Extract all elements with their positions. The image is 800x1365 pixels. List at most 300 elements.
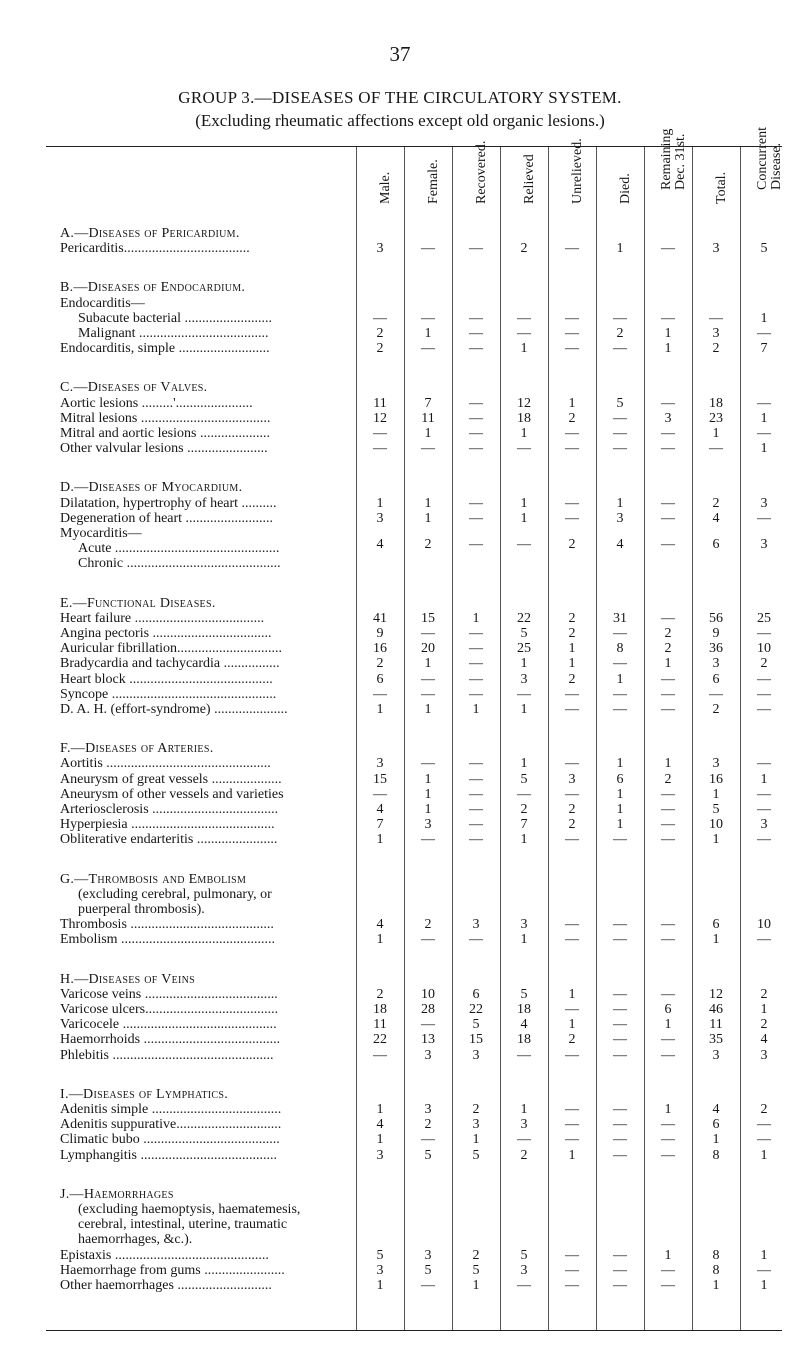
table-cell: 1 xyxy=(568,1017,576,1033)
table-cell: — xyxy=(421,626,435,641)
table-cell: — xyxy=(613,1147,627,1163)
table-cell: 1 xyxy=(568,395,576,411)
table-cell: — xyxy=(613,1102,627,1117)
row-label: haemorrhages, &c.). xyxy=(78,1232,193,1248)
table-cell: 1 xyxy=(376,1132,384,1148)
table-cell: — xyxy=(661,671,675,687)
table-cell: 3 xyxy=(424,1047,432,1063)
table-cell: 1 xyxy=(424,771,432,787)
page-subtitle: (Excluding rheumatic affections except old organic lesions.) xyxy=(195,111,605,130)
table-cell: — xyxy=(661,817,675,833)
table-cell: — xyxy=(469,932,483,948)
table-cell: 15 xyxy=(469,1032,483,1048)
table-cell: 4 xyxy=(376,917,384,933)
row-label: A.—Diseases of Pericardium. xyxy=(60,226,240,241)
row-label: Chronic ............................................ xyxy=(78,556,281,572)
table-cell: 2 xyxy=(568,626,576,641)
table-cell: — xyxy=(565,426,579,441)
table-cell: — xyxy=(565,1117,579,1133)
table-cell: 25 xyxy=(757,610,771,626)
table-cell: 3 xyxy=(376,510,384,526)
table-row xyxy=(0,932,800,950)
table-cell: 2 xyxy=(376,986,384,1002)
table-cell: 20 xyxy=(421,641,435,657)
column-header xyxy=(368,150,404,218)
table-cell: — xyxy=(757,832,771,848)
column-header xyxy=(464,140,500,218)
table-cell: 1 xyxy=(520,510,528,526)
table-cell: — xyxy=(757,802,771,817)
table-cell: 2 xyxy=(376,326,384,341)
table-cell: — xyxy=(421,241,435,257)
table-cell: 10 xyxy=(757,917,771,933)
table-cell: — xyxy=(613,1117,627,1133)
table-cell: 2 xyxy=(376,656,384,672)
table-cell: 2 xyxy=(568,671,576,687)
table-cell: 1 xyxy=(376,1278,384,1293)
table-cell: — xyxy=(421,832,435,848)
table-cell: — xyxy=(469,786,483,802)
table-cell: 8 xyxy=(712,1247,720,1263)
table-cell: 1 xyxy=(520,426,528,441)
table-cell: 2 xyxy=(760,1017,768,1033)
table-cell: 22 xyxy=(469,1002,483,1017)
row-label: Phlebitis .............................................. xyxy=(60,1047,274,1063)
table-cell: 1 xyxy=(616,241,624,257)
table-cell: 3 xyxy=(424,817,432,833)
table-cell: 3 xyxy=(520,671,528,687)
table-cell: — xyxy=(373,441,387,457)
table-cell: 3 xyxy=(424,1247,432,1263)
column-header-label: Male. xyxy=(378,171,393,204)
table-cell: 1 xyxy=(520,656,528,672)
table-cell: 5 xyxy=(520,986,528,1002)
table-cell: — xyxy=(661,310,675,326)
table-cell: — xyxy=(469,326,483,341)
page-number: 37 xyxy=(389,42,411,66)
row-label: D.—Diseases of Myocardium. xyxy=(60,480,243,496)
table-cell: 3 xyxy=(760,537,768,553)
table-cell: — xyxy=(661,1278,675,1293)
table-cell: 28 xyxy=(421,1002,435,1017)
table-cell: 15 xyxy=(373,771,387,787)
table-cell: 11 xyxy=(373,1017,387,1033)
table-cell: — xyxy=(661,510,675,526)
table-cell: — xyxy=(613,1262,627,1278)
table-cell: — xyxy=(757,395,771,411)
table-cell: — xyxy=(757,756,771,772)
row-label: Adenitis simple ..................................... xyxy=(60,1102,282,1117)
table-cell: 3 xyxy=(760,495,768,511)
table-cell: 22 xyxy=(517,610,531,626)
row-label: Adenitis suppurative.............................. xyxy=(60,1117,282,1133)
table-cell: 18 xyxy=(517,1002,531,1017)
table-cell: 2 xyxy=(472,1102,480,1117)
table-cell: — xyxy=(661,610,675,626)
table-cell: — xyxy=(757,932,771,948)
table-cell: 1 xyxy=(616,802,624,817)
table-cell: — xyxy=(661,441,675,457)
table-cell: 22 xyxy=(373,1032,387,1048)
table-cell: — xyxy=(469,241,483,257)
column-header-label: Concurrent Disease. xyxy=(755,127,784,190)
table-cell: — xyxy=(661,426,675,441)
table-cell: 1 xyxy=(616,786,624,802)
table-row xyxy=(0,1048,800,1066)
column-header-label: Unrelieved. xyxy=(570,138,585,204)
table-cell: 6 xyxy=(712,1117,720,1133)
row-label: Varicose veins ...................................... xyxy=(60,986,278,1002)
table-cell: 2 xyxy=(520,1147,528,1163)
table-cell: — xyxy=(469,426,483,441)
table-cell: — xyxy=(469,832,483,848)
table-cell: 3 xyxy=(472,917,480,933)
table-cell: 15 xyxy=(421,610,435,626)
table-cell: 1 xyxy=(664,1102,672,1117)
table-cell: — xyxy=(565,1002,579,1017)
table-cell: — xyxy=(565,832,579,848)
table-cell: — xyxy=(661,537,675,553)
table-cell: — xyxy=(565,510,579,526)
table-cell: 5 xyxy=(472,1262,480,1278)
row-label: Myocarditis— xyxy=(60,526,142,541)
row-label: Thrombosis ......................................... xyxy=(60,917,274,933)
table-cell: — xyxy=(613,1132,627,1148)
table-cell: — xyxy=(757,326,771,341)
column-header xyxy=(416,150,452,218)
table-cell: — xyxy=(613,986,627,1002)
table-cell: 5 xyxy=(472,1017,480,1033)
table-cell: 4 xyxy=(376,802,384,817)
row-label: Pericarditis.................................... xyxy=(60,241,250,257)
table-cell: 1 xyxy=(760,441,768,457)
table-cell: 11 xyxy=(709,1017,723,1033)
row-label: D. A. H. (effort-syndrome) ..................... xyxy=(60,702,288,717)
table-cell: 36 xyxy=(709,641,723,657)
table-cell: 3 xyxy=(712,756,720,772)
table-cell: 2 xyxy=(424,1117,432,1133)
table-cell: 9 xyxy=(376,626,384,641)
table-cell: — xyxy=(517,326,531,341)
table-cell: 6 xyxy=(712,917,720,933)
table-cell: 1 xyxy=(520,341,528,357)
column-header-label: Relieved xyxy=(522,154,537,204)
table-cell: — xyxy=(421,341,435,357)
table-cell: 6 xyxy=(472,986,480,1002)
table-bottom-rule xyxy=(46,1330,782,1331)
table-cell: — xyxy=(613,410,627,426)
table-cell: 56 xyxy=(709,610,723,626)
table-cell: 1 xyxy=(760,1147,768,1163)
table-cell: — xyxy=(469,410,483,426)
row-label: Epistaxis ............................................ xyxy=(60,1247,269,1263)
table-cell: 3 xyxy=(520,1262,528,1278)
row-label: Endocarditis, simple .......................... xyxy=(60,341,270,357)
table-cell: 6 xyxy=(664,1002,672,1017)
table-cell: 8 xyxy=(616,641,624,657)
table-cell: 1 xyxy=(664,1247,672,1263)
table-cell: 1 xyxy=(424,510,432,526)
table-cell: — xyxy=(469,395,483,411)
table-row xyxy=(0,702,800,720)
table-cell: 4 xyxy=(520,1017,528,1033)
table-cell: 1 xyxy=(616,495,624,511)
table-cell: 1 xyxy=(760,771,768,787)
table-cell: — xyxy=(469,641,483,657)
row-label: Haemorrhage from gums ....................... xyxy=(60,1262,285,1278)
table-cell: 12 xyxy=(373,410,387,426)
table-cell: — xyxy=(517,1132,531,1148)
table-cell: — xyxy=(661,495,675,511)
table-cell: — xyxy=(373,786,387,802)
table-cell: — xyxy=(661,986,675,1002)
table-cell: 7 xyxy=(760,341,768,357)
table-cell: 5 xyxy=(760,241,768,257)
table-cell: 23 xyxy=(709,410,723,426)
table-cell: 1 xyxy=(760,410,768,426)
table-cell: 2 xyxy=(664,626,672,641)
table-cell: — xyxy=(517,686,531,702)
table-cell: — xyxy=(469,310,483,326)
table-cell: — xyxy=(661,932,675,948)
table-cell: 4 xyxy=(376,1117,384,1133)
row-label: Acute ............................................... xyxy=(78,541,280,557)
table-row xyxy=(0,832,800,850)
table-cell: 2 xyxy=(664,771,672,787)
table-cell: 3 xyxy=(472,1047,480,1063)
row-label: B.—Diseases of Endocardium. xyxy=(60,280,246,296)
row-label: Heart block ......................................... xyxy=(60,671,273,687)
table-cell: 5 xyxy=(424,1262,432,1278)
table-cell: 3 xyxy=(472,1117,480,1133)
table-cell: 8 xyxy=(712,1262,720,1278)
row-label: puerperal thrombosis). xyxy=(78,902,205,917)
table-cell: — xyxy=(469,510,483,526)
row-label: (excluding cerebral, pulmonary, or xyxy=(78,886,272,902)
table-cell: — xyxy=(613,441,627,457)
table-cell: 1 xyxy=(568,1147,576,1163)
table-cell: — xyxy=(661,802,675,817)
table-cell: 3 xyxy=(376,1147,384,1163)
table-cell: — xyxy=(613,426,627,441)
table-cell: 1 xyxy=(472,702,480,717)
table-cell: — xyxy=(613,917,627,933)
table-cell: 4 xyxy=(712,510,720,526)
table-cell: 1 xyxy=(520,495,528,511)
table-cell: 16 xyxy=(709,771,723,787)
table-cell: — xyxy=(661,1032,675,1048)
table-cell: 5 xyxy=(520,626,528,641)
row-label: Mitral and aortic lesions .................... xyxy=(60,426,270,441)
table-cell: 6 xyxy=(712,671,720,687)
column-header-label: Died. xyxy=(618,173,633,204)
table-cell: — xyxy=(565,495,579,511)
table-cell: 18 xyxy=(517,410,531,426)
table-cell: 2 xyxy=(568,610,576,626)
table-cell: 2 xyxy=(520,802,528,817)
table-cell: — xyxy=(565,686,579,702)
table-cell: — xyxy=(469,341,483,357)
table-cell: 1 xyxy=(424,426,432,441)
table-cell: 1 xyxy=(376,702,384,717)
table-row xyxy=(0,441,800,459)
table-cell: 2 xyxy=(376,341,384,357)
table-cell: — xyxy=(469,441,483,457)
table-cell: 3 xyxy=(520,917,528,933)
table-cell: 5 xyxy=(520,1247,528,1263)
table-cell: 12 xyxy=(517,395,531,411)
row-label: Other valvular lesions ....................... xyxy=(60,441,268,457)
table-cell: 3 xyxy=(712,326,720,341)
row-label: Aortic lesions .........'...................... xyxy=(60,395,253,411)
table-cell: — xyxy=(661,1147,675,1163)
table-cell: 1 xyxy=(760,310,768,326)
table-cell: 10 xyxy=(757,641,771,657)
table-cell: 1 xyxy=(712,1278,720,1293)
table-cell: — xyxy=(757,626,771,641)
row-label: Lymphangitis ....................................... xyxy=(60,1147,277,1163)
table-cell: 7 xyxy=(376,817,384,833)
table-cell: 5 xyxy=(376,1247,384,1263)
table-cell: 35 xyxy=(709,1032,723,1048)
table-cell: 2 xyxy=(568,802,576,817)
table-cell: 1 xyxy=(616,756,624,772)
table-cell: — xyxy=(565,310,579,326)
table-cell: — xyxy=(661,241,675,257)
table-cell: — xyxy=(565,341,579,357)
table-cell: — xyxy=(661,917,675,933)
table-cell: 1 xyxy=(664,756,672,772)
table-cell: 46 xyxy=(709,1002,723,1017)
table-cell: — xyxy=(613,686,627,702)
table-cell: — xyxy=(613,1278,627,1293)
row-label: Angina pectoris .................................. xyxy=(60,626,272,641)
table-cell: — xyxy=(661,786,675,802)
table-cell: — xyxy=(373,686,387,702)
table-cell: — xyxy=(565,1132,579,1148)
row-label: Arteriosclerosis .................................... xyxy=(60,802,279,817)
table-cell: — xyxy=(421,310,435,326)
table-cell: 41 xyxy=(373,610,387,626)
table-row xyxy=(0,556,800,574)
table-cell: 3 xyxy=(712,241,720,257)
table-cell: 11 xyxy=(421,410,435,426)
table-cell: 5 xyxy=(616,395,624,411)
table-cell: 18 xyxy=(373,1002,387,1017)
table-cell: — xyxy=(565,932,579,948)
row-label: Varicocele ............................................ xyxy=(60,1017,277,1033)
table-cell: 3 xyxy=(760,1047,768,1063)
table-cell: 3 xyxy=(376,1262,384,1278)
table-cell: 2 xyxy=(760,1102,768,1117)
table-cell: 1 xyxy=(424,326,432,341)
table-cell: 3 xyxy=(520,1117,528,1133)
row-label: F.—Diseases of Arteries. xyxy=(60,741,214,757)
column-header-label: Total. xyxy=(714,171,729,204)
table-cell: 31 xyxy=(613,610,627,626)
table-cell: 2 xyxy=(424,917,432,933)
row-label: Heart failure ..................................... xyxy=(60,610,265,626)
row-label: Embolism ............................................ xyxy=(60,932,276,948)
table-cell: — xyxy=(517,1047,531,1063)
column-header-label: Female. xyxy=(426,159,441,204)
table-row xyxy=(0,1148,800,1166)
row-label: Varicose ulcers...................................... xyxy=(60,1002,279,1017)
table-row xyxy=(0,1278,800,1296)
table-cell: — xyxy=(469,495,483,511)
table-cell: 1 xyxy=(712,832,720,848)
column-header xyxy=(560,138,596,218)
row-label: I.—Diseases of Lymphatics. xyxy=(60,1086,229,1102)
table-cell: 13 xyxy=(421,1032,435,1048)
table-cell: — xyxy=(517,537,531,553)
table-cell: — xyxy=(613,1047,627,1063)
table-cell: 2 xyxy=(424,537,432,553)
table-cell: — xyxy=(421,671,435,687)
table-cell: 1 xyxy=(424,495,432,511)
table-cell: 1 xyxy=(664,656,672,672)
table-cell: 1 xyxy=(520,832,528,848)
table-cell: 1 xyxy=(424,656,432,672)
table-cell: — xyxy=(613,626,627,641)
table-cell: — xyxy=(517,441,531,457)
column-header xyxy=(752,127,788,218)
column-header-label: Remaining Dec. 31st. xyxy=(659,128,688,190)
table-cell: — xyxy=(757,686,771,702)
table-cell: 5 xyxy=(712,802,720,817)
row-label: Mitral lesions ..................................... xyxy=(60,410,271,426)
row-label: Degeneration of heart ......................... xyxy=(60,510,274,526)
table-cell: 1 xyxy=(712,1132,720,1148)
table-cell: 5 xyxy=(424,1147,432,1163)
table-cell: — xyxy=(613,832,627,848)
table-cell: 18 xyxy=(709,395,723,411)
table-cell: — xyxy=(421,756,435,772)
table-cell: 4 xyxy=(616,537,624,553)
table-cell: 1 xyxy=(616,817,624,833)
table-cell: 3 xyxy=(568,771,576,787)
table-cell: 10 xyxy=(709,817,723,833)
table-cell: — xyxy=(565,917,579,933)
table-cell: 3 xyxy=(376,241,384,257)
row-label: Endocarditis— xyxy=(60,295,145,311)
table-cell: — xyxy=(469,771,483,787)
table-cell: 2 xyxy=(568,1032,576,1048)
table-cell: 1 xyxy=(568,641,576,657)
table-cell: — xyxy=(565,1278,579,1293)
table-cell: 1 xyxy=(520,702,528,717)
table-cell: 7 xyxy=(424,395,432,411)
table-cell: — xyxy=(613,1032,627,1048)
row-label: Bradycardia and tachycardia ................ xyxy=(60,656,280,672)
table-cell: — xyxy=(757,426,771,441)
table-cell: 1 xyxy=(760,1002,768,1017)
table-cell: — xyxy=(613,1247,627,1263)
page-title: GROUP 3.—DISEASES OF THE CIRCULATORY SYSTEM. xyxy=(178,88,622,107)
table-cell: 2 xyxy=(616,326,624,341)
table-cell: — xyxy=(469,656,483,672)
table-cell: 1 xyxy=(472,1278,480,1293)
table-cell: — xyxy=(373,310,387,326)
table-cell: 1 xyxy=(424,802,432,817)
table-cell: 6 xyxy=(376,671,384,687)
table-cell: 1 xyxy=(712,786,720,802)
table-cell: — xyxy=(661,1132,675,1148)
row-label: Dilatation, hypertrophy of heart .......... xyxy=(60,495,277,511)
table-cell: 9 xyxy=(712,626,720,641)
table-cell: 1 xyxy=(712,932,720,948)
table-cell: 3 xyxy=(712,1047,720,1063)
